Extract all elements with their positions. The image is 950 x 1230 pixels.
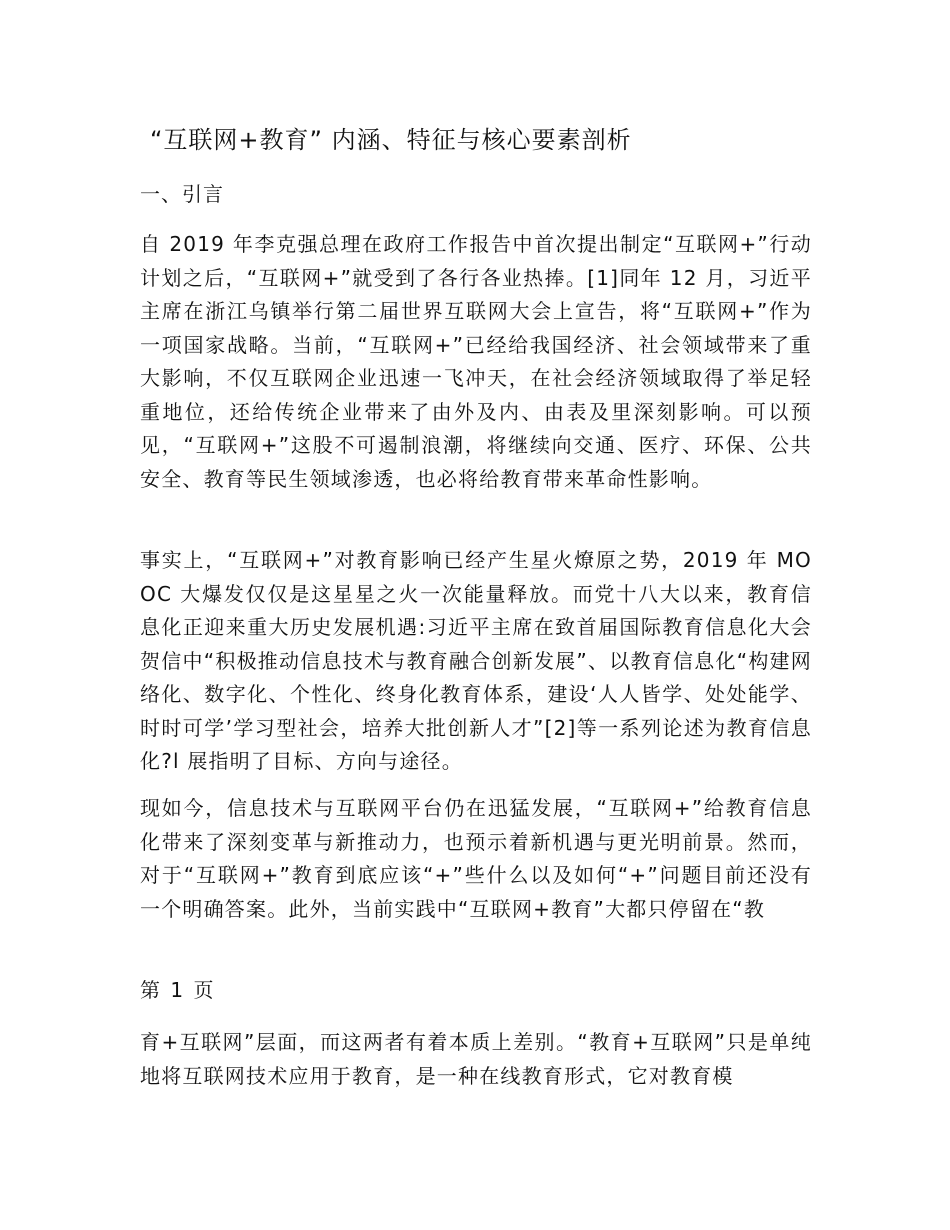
paragraph-3: 现如今，信息技术与互联网平台仍在迅猛发展，“互联网+”给教育信息化带来了深刻变革与新推动力，也预示着新机遇与更光明前景。然而，对于“互联网+”教育到底应该“+”些什么以及如何“+”问题目前还没有一个明确答案。此外，当前实践中“互联网+教育”大都只停留在“教 [140, 796, 812, 921]
section-heading: 一、引言 [140, 182, 224, 206]
paragraph-2: 事实上，“互联网+”对教育影响已经产生星火燎原之势，2019 年 MOOC 大爆发仅仅是这星星之火一次能量释放。而党十八大以来，教育信息化正迎来重大历史发展机遇:习近平主席在致首届国际教育信息化大会贺信中“积极推动信息技术与教育融合创新发展”、以教育信息化“构建网络化、数字化、个性化、终身化教育体系，建设‘人人皆学、处处能学、时时可学’学习型社会，培养大批创新人才”[2]等一系列论述为教育信息化?l 展指明了目标、方向与途径。 [140, 548, 812, 773]
paragraph-4: 育+互联网”层面，而这两者有着本质上差别。“教育+互联网”只是单纯地将互联网技术应用于教育，是一种在线教育形式，它对教育模 [140, 1030, 812, 1088]
document-title: “互联网+教育” 内涵、特征与核心要素剖析 [150, 126, 632, 154]
page-number: 第 1 页 [140, 978, 216, 1002]
paragraph-1: 自 2019 年李克强总理在政府工作报告中首次提出制定“互联网+”行动计划之后，“互联网+”就受到了各行各业热捧。[1]同年 12 月，习近平主席在浙江乌镇举行第二届世界互联网大会上宣告，将“互联网+”作为一项国家战略。当前，“互联网+”已经给我国经济、社会领域带来了重大影响，不仅互联网企业迅速一飞冲天，在社会经济领域取得了举足轻重地位，还给传统企业带来了由外及内、由表及里深刻影响。可以预见，“互联网+”这股不可遏制浪潮，将继续向交通、医疗、环保、公共安全、教育等民生领域渗透，也必将给教育带来革命性影响。 [140, 232, 812, 491]
